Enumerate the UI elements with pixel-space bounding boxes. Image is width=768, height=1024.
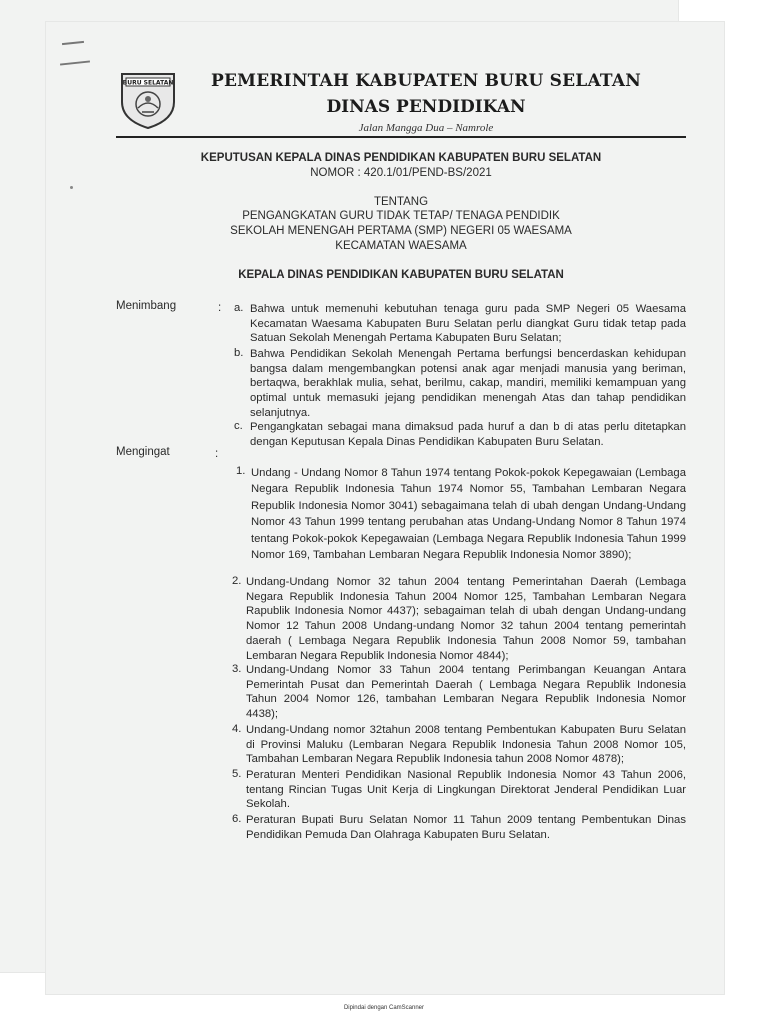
subject-line: PENGANGKATAN GURU TIDAK TETAP/ TENAGA PENDIDIK <box>242 210 560 222</box>
mengingat-item: Peraturan Menteri Pendidikan Nasional Republik Indonesia Nomor 43 Tahun 2006, tentang Rincian Tugas Unit Kerja di Lingkungan Direktorat Jenderal Pendidikan Luar Sekolah. <box>246 769 686 811</box>
pen-mark <box>60 60 90 65</box>
institution-title: PEMERINTAH KABUPATEN BURU SELATAN <box>211 71 641 91</box>
issuer-heading: KEPALA DINAS PENDIDIKAN KABUPATEN BURU SELATAN <box>238 269 564 281</box>
item-letter: c. <box>234 420 243 432</box>
regency-logo <box>116 68 180 130</box>
menimbang-colon: : <box>218 302 222 314</box>
menimbang-item: Bahwa Pendidikan Sekolah Menengah Pertama berfungsi bencerdaskan kehidupan bangsa dalam mengembangkan potensi anak agar menjadi manusia yang beriman, bertaqwa, berakhlak mulia, sehat, berilmu, cakap, mandiri, memiliki kemampuan yang optimal untuk memasuki jejang pendidikan menengah Atas dan tahap pendidikan selanjutnya. <box>250 348 686 419</box>
subject-line: KECAMATAN WAESAMA <box>335 240 467 252</box>
item-letter: a. <box>234 302 244 314</box>
item-letter: b. <box>234 347 244 359</box>
scan-speck <box>70 186 73 189</box>
item-number: 6. <box>232 813 242 825</box>
subject-line: SEKOLAH MENENGAH PERTAMA (SMP) NEGERI 05 WAESAMA <box>230 225 572 237</box>
decree-title: KEPUTUSAN KEPALA DINAS PENDIDIKAN KABUPATEN BURU SELATAN <box>200 152 602 164</box>
item-number: 2. <box>232 575 242 587</box>
mengingat-item: Undang-Undang nomor 32tahun 2008 tentang Pembentukan Kabupaten Buru Selatan di Provinsi Maluku (Lembaran Negara Republik Indonesia Tahun 2008 Nomor 105, Tambahan Lembaran Negara Republik Indonesia tahun 2008 Nomor 4878); <box>246 724 686 766</box>
menimbang-item: Pengangkatan sebagai mana dimaksud pada huruf a dan b di atas perlu ditetapkan dengan Keputusan Kepala Dinas Pendidikan Kabupaten Buru Selatan. <box>250 421 686 448</box>
mengingat-item: Peraturan Bupati Buru Selatan Nomor 11 Tahun 2009 tentang Pembentukan Dinas Pendidikan Pemuda Dan Olahraga Kabupaten Buru Selatan. <box>246 814 686 841</box>
mengingat-label: Mengingat <box>116 446 170 458</box>
mengingat-colon: : <box>215 448 219 460</box>
item-number: 4. <box>232 723 242 735</box>
mengingat-item: Undang-Undang Nomor 32 tahun 2004 tentang Pemerintahan Daerah (Lembaga Negara Republik Indonesia Tahun 2004 Nomor 125, Tambahan Lembaran Negara Rapublik Indonesia Nomor 4437); sebagaiman telah di ubah dengan Undang-undang Nomor 12 Tahun 2008 Undang-undang Nomor 32 tahun 2004 tentang pemerintah daerah ( Lembaga Negara Republik Indonesia Tahun 2008 Nomor 59, tambahan Lembaran Negara Republik Indonesia Nomor 4844); <box>246 576 686 662</box>
department-title: DINAS PENDIDIKAN <box>326 97 526 117</box>
menimbang-item: Bahwa untuk memenuhi kebutuhan tenaga guru pada SMP Negeri 05 Waesama Kecamatan Waesama Kabupaten Buru Selatan perlu diangkat Guru tidak tetap pada Satuan Sekolah Menengah Pertama Kabupaten Buru Selatan; <box>250 303 686 345</box>
address: Jalan Mangga Dua – Namrole <box>358 122 494 134</box>
menimbang-label: Menimbang <box>116 300 177 312</box>
mengingat-item: Undang - Undang Nomor 8 Tahun 1974 tentang Pokok-pokok Kepegawaian (Lembaga Negara Republik Indonesia Tahun 1974 Nomor 55, Tambahan Lembaran Negara Republik Indonesia Nomor 3041) sebagaimana telah di ubah dengan Undang-Undang Nomor 43 Tahun 1999 tentang perubahan atas Undang-Undang Nomor 8 Tahun 1974 tentang Pokok-pokok Kepegawaian (Lembaga Negara Republik Indonesia Tahun 1999 Nomor 169, Tambahan Lembaran Negara Republik Indonesia Nomor 3890); <box>251 467 686 562</box>
mengingat-item: Undang-Undang Nomor 33 Tahun 2004 tentang Perimbangan Keuangan Antara Pemerintah Pusat dan Pemerintah Daerah ( Lembaga Negara Republik Indonesia Tahun 2004 Nomor 126, tambahan Lembaran Negara Republik Indonesia Nomor 4438); <box>246 664 686 721</box>
item-number: 5. <box>232 768 242 780</box>
pen-mark <box>62 41 84 45</box>
decree-number: NOMOR : 420.1/01/PEND-BS/2021 <box>310 167 492 179</box>
letterhead-divider <box>116 136 686 138</box>
item-number: 3. <box>232 663 242 675</box>
tentang-heading: TENTANG <box>373 196 429 208</box>
scanned-paper <box>46 22 724 994</box>
item-number: 1. <box>236 465 246 477</box>
scanner-watermark: Dipindai dengan CamScanner <box>343 1005 425 1011</box>
logo-text: BURU SELATAN <box>122 79 174 87</box>
